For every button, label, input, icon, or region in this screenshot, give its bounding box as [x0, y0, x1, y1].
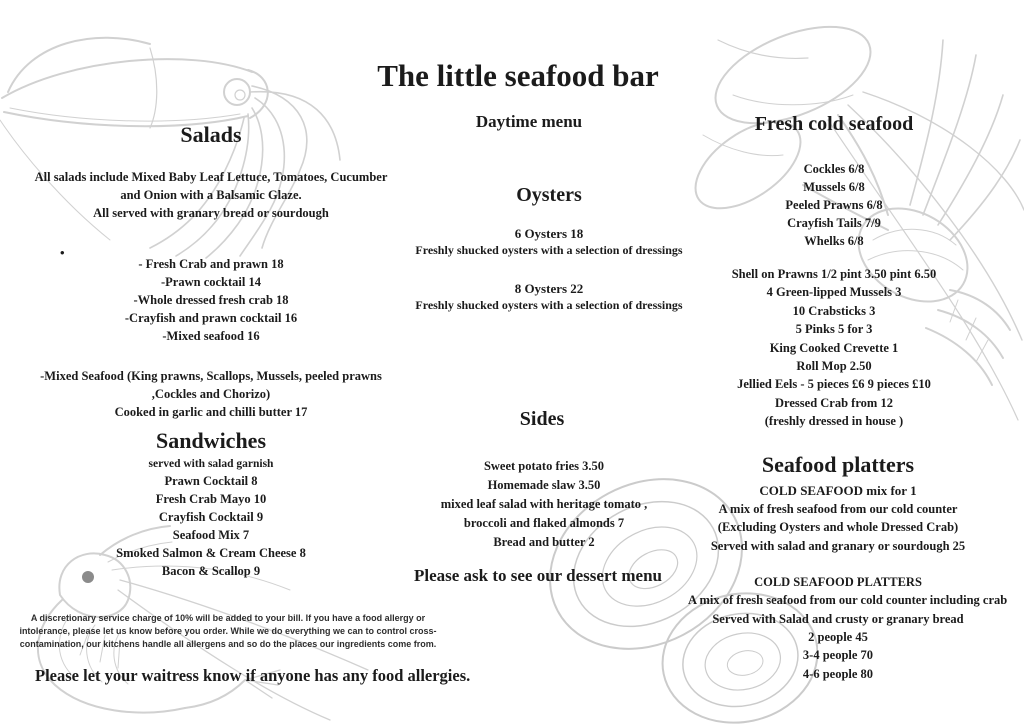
platters-title: COLD SEAFOOD PLATTERS — [754, 575, 922, 590]
salad-note-line: ,Cockles and Chorizo) — [151, 387, 271, 401]
fresh-cold-item: King Cooked Crevette 1 — [769, 340, 899, 355]
oyster-item-desc: Freshly shucked oysters with a selection of dressings — [415, 243, 683, 257]
disclaimer-line: A discretionary service charge of 10% will be added to your bill. If you have a food allergy or — [30, 613, 426, 623]
fresh-cold-item: Roll Mop 2.50 — [796, 359, 872, 374]
side-item: mixed leaf salad with heritage tomato , — [440, 497, 648, 511]
page-title-block — [348, 58, 688, 94]
fresh-cold-item: Mussels 6/8 — [803, 180, 865, 194]
salads-section — [18, 122, 404, 421]
oysters-items — [389, 225, 709, 314]
sandwich-item: Fresh Crab Mayo 10 — [155, 492, 267, 506]
list-bullet: • — [60, 245, 65, 260]
fresh-cold-item: (freshly dressed in house ) — [764, 414, 904, 429]
service-charge-disclaimer — [18, 612, 438, 651]
oysters-heading: Oysters — [516, 184, 582, 206]
allergy-note: Please let your waitress know if anyone has any food allergies. — [35, 666, 471, 685]
sandwich-item: Prawn Cocktail 8 — [164, 474, 258, 488]
sandwich-item: Bacon & Scallop 9 — [161, 564, 261, 578]
menu-subtitle: Daytime menu — [475, 112, 583, 131]
sandwiches-subheading: served with salad garnish — [148, 458, 274, 470]
page-title: The little seafood bar — [377, 58, 659, 93]
platters-heading: Seafood platters — [761, 452, 915, 477]
salad-item: -Prawn cocktail 14 — [161, 275, 261, 289]
oysters-heading-block — [429, 183, 669, 207]
fresh-cold-item: Peeled Prawns 6/8 — [785, 198, 883, 212]
side-item: Sweet potato fries 3.50 — [483, 459, 605, 473]
fresh-cold-item: 4 Green-lipped Mussels 3 — [766, 285, 902, 300]
side-item: broccoli and flaked almonds 7 — [463, 516, 625, 530]
fresh-cold-item: 5 Pinks 5 for 3 — [795, 322, 873, 337]
fresh-cold-heading-block — [694, 112, 974, 136]
sandwiches-heading: Sandwiches — [155, 428, 267, 453]
salad-item: - Fresh Crab and prawn 18 — [138, 257, 284, 271]
fresh-cold-item: Whelks 6/8 — [804, 234, 864, 248]
fresh-cold-item: Dressed Crab from 12 — [775, 395, 893, 410]
platters-mix-line: A mix of fresh seafood from our cold counter — [718, 502, 958, 516]
platters-mix-line: (Excluding Oysters and whole Dressed Crab) — [717, 520, 959, 535]
oyster-item-name: 8 Oysters 22 — [514, 281, 584, 296]
sandwich-item: Seafood Mix 7 — [172, 528, 250, 542]
salad-item: -Whole dressed fresh crab 18 — [133, 293, 289, 307]
menu-subtitle-block — [409, 112, 649, 132]
fresh-cold-group2 — [674, 265, 994, 431]
salad-note-line: Cooked in garlic and chilli butter 17 — [114, 405, 308, 419]
fresh-cold-item: Cockles 6/8 — [803, 162, 865, 176]
platters-line: Served with Salad and crusty or granary bread — [712, 611, 964, 626]
salad-item: -Crayfish and prawn cocktail 16 — [124, 311, 298, 325]
side-item: Bread and butter 2 — [493, 535, 595, 549]
platters-section — [688, 452, 1008, 683]
disclaimer-line: contamination, our kitchens handle all allergens and so do the places our ingredients come from. — [19, 639, 437, 649]
fresh-cold-group1 — [694, 160, 974, 250]
fresh-cold-item: Jellied Eels - 5 pieces £6 9 pieces £10 — [737, 377, 931, 392]
oyster-item-desc: Freshly shucked oysters with a selection of dressings — [415, 298, 683, 312]
salads-intro-line: All salads include Mixed Baby Leaf Lettuce, Tomatoes, Cucumber — [34, 170, 388, 184]
platters-price: 3-4 people 70 — [802, 648, 874, 663]
salads-intro-line: All served with granary bread or sourdough — [93, 206, 329, 220]
platters-mix-line: Served with salad and granary or sourdough 25 — [710, 538, 966, 553]
dessert-note: Please ask to see our dessert menu — [413, 566, 663, 585]
salads-heading: Salads — [180, 122, 242, 147]
sandwich-item: Smoked Salmon & Cream Cheese 8 — [116, 546, 306, 560]
platters-price: 2 people 45 — [808, 630, 868, 645]
platters-mix-title: COLD SEAFOOD mix for 1 — [759, 483, 917, 498]
platters-line: A mix of fresh seafood from our cold counter including crab — [688, 593, 1008, 608]
sides-heading: Sides — [519, 408, 565, 430]
side-item: Homemade slaw 3.50 — [487, 478, 601, 492]
oyster-item-name: 6 Oysters 18 — [514, 226, 584, 241]
fresh-cold-item: 10 Crabsticks 3 — [792, 303, 876, 318]
fresh-cold-item: Shell on Prawns 1/2 pint 3.50 pint 6.50 — [731, 267, 937, 281]
salads-intro-line: and Onion with a Balsamic Glaze. — [120, 188, 302, 202]
salad-item: -Mixed seafood 16 — [162, 329, 260, 343]
platters-price: 4-6 people 80 — [802, 666, 874, 681]
sandwiches-section — [18, 428, 404, 580]
disclaimer-line: intolerance, please let us know before you order. While we do everything we can to control cross- — [19, 626, 437, 636]
sides-heading-block — [422, 407, 662, 431]
sides-items — [394, 457, 694, 552]
salad-note-line: -Mixed Seafood (King prawns, Scallops, Mussels, peeled prawns — [40, 369, 382, 383]
fresh-cold-heading: Fresh cold seafood — [754, 113, 914, 135]
fresh-cold-item: Crayfish Tails 7/9 — [787, 216, 881, 230]
sandwich-item: Crayfish Cocktail 9 — [158, 510, 264, 524]
